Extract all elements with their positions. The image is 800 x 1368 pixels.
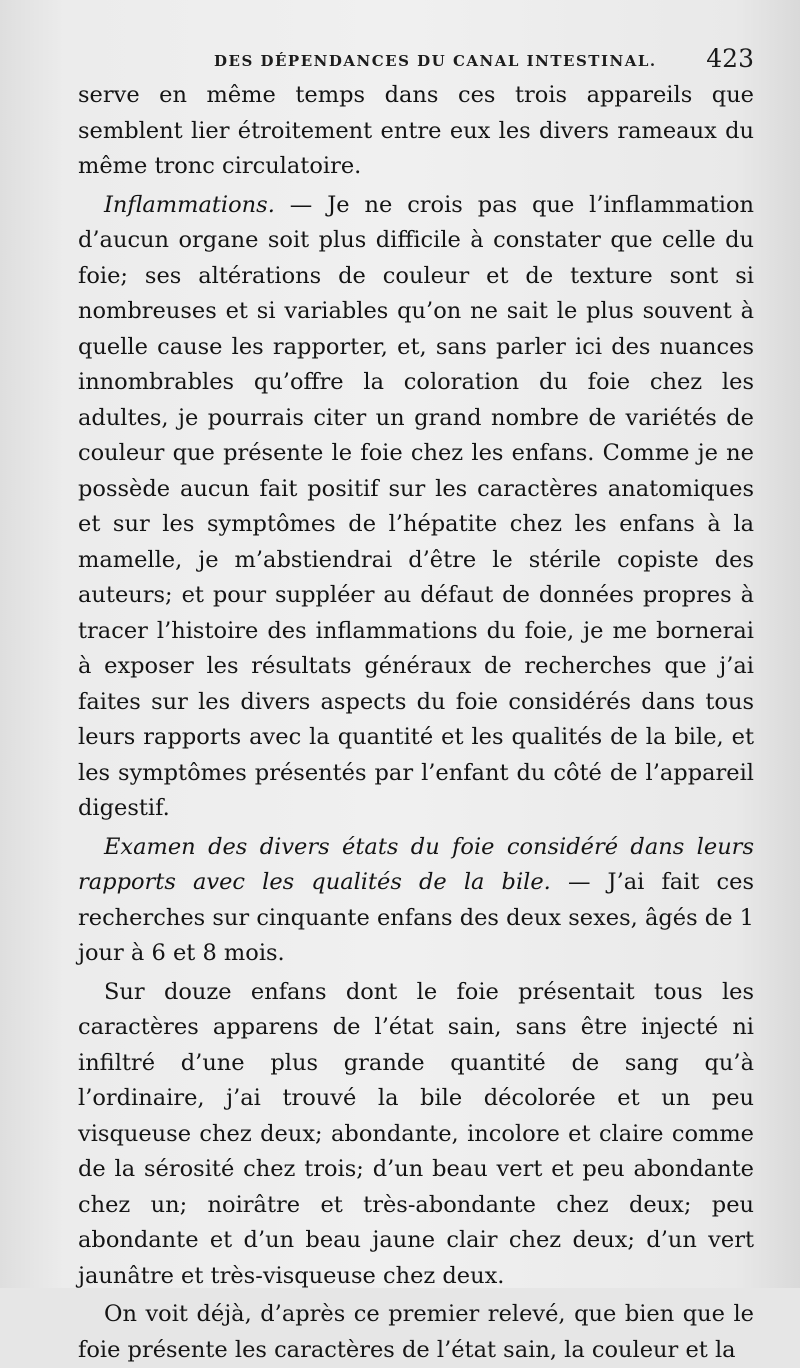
- paragraph-text: — Je ne crois pas que l’inflammation d’aucun organe soit plus difficile à constater que celle du foie; ses altérations de couleur et de texture sont si nombreuses et si variables qu’on ne sait le plus souvent à quelle cause les rapporter, et, sans parler ici des nuances innombrables qu’offre la coloration du foie chez les adultes, je pourrais citer un grand nombre de variétés de couleur que présente le foie chez les enfans. Comme je ne possède aucun fait positif sur les caractères anatomiques et sur les symptômes de l’hépatite chez les enfans à la mamelle, je m’abstiendrai d’être le stérile copiste des auteurs; et pour suppléer au défaut de données propres à tracer l’histoire des inflammations du foie, je me bornerai à exposer les résultats généraux de recherches que j’ai faites sur les divers aspects du foie considérés dans tous leurs rapports avec la quantité et les qualités de la bile, et les symptômes présentés par l’enfant du côté de l’appareil digestif.: [78, 191, 754, 821]
- paragraph-inflammations: [78, 188, 754, 827]
- running-title: DES DÉPENDANCES DU CANAL INTESTINAL.: [214, 52, 657, 70]
- running-head: [78, 44, 754, 76]
- paragraph-examen: [78, 830, 754, 972]
- section-heading-examen: Examen des divers états du foie considéré dans leurs rapports avec les qualités de la bile.: [78, 833, 754, 895]
- body-text: [78, 78, 754, 1368]
- paragraph-text: — J’ai fait ces recherches sur cinquante enfans des deux sexes, âgés de 1 jour à 6 et 8 mois.: [78, 869, 754, 966]
- paragraph-text: On voit déjà, d’après ce premier relevé, que bien que le foie présente les caractères de l’état sain, la couleur et la: [78, 1301, 754, 1363]
- page-number: 423: [706, 44, 754, 73]
- paragraph-continuation: [78, 78, 754, 185]
- paragraph-text: Sur douze enfans dont le foie présentait tous les caractères apparens de l’état sain, sans être injecté ni infiltré d’une plus grande quantité de sang qu’à l’ordinaire, j’ai trouvé la bile décolorée et un peu visqueuse chez deux; abondante, incolore et claire comme de la sérosité chez trois; d’un beau vert et peu abondante chez un; noirâtre et très-abondante chez deux; peu abondante et d’un beau jaune clair chez deux; d’un vert jaunâtre et très-visqueuse chez deux.: [78, 978, 754, 1289]
- paragraph-premier-releve: [78, 1297, 754, 1368]
- paragraph-text: serve en même temps dans ces trois appareils que semblent lier étroitement entre eux les divers rameaux du même tronc circulatoire.: [78, 82, 754, 179]
- section-heading-inflammations: Inflammations.: [104, 191, 275, 218]
- paragraph-douze-enfans: [78, 975, 754, 1295]
